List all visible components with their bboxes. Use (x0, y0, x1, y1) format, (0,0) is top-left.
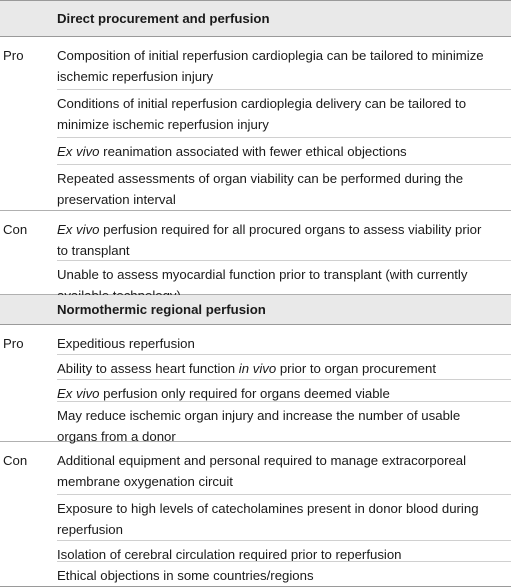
list-item: Ex vivo reanimation associated with fewer ethical objections (57, 141, 507, 162)
list-item: Ex vivo perfusion required for all procured organs to assess viability prior to transplant (57, 222, 482, 258)
list-item: Ability to assess heart function in vivo prior to organ procurement (57, 358, 507, 379)
group-pro-normothermic (0, 325, 511, 442)
list-item: May reduce ischemic organ injury and increase the number of usable organs from a donor (57, 405, 507, 447)
list-item: Repeated assessments of organ viability can be performed during the preservation interval (57, 168, 507, 210)
list-item: Expeditious reperfusion (57, 336, 195, 351)
list-item: Ex vivo perfusion only required for organs deemed viable (57, 383, 507, 404)
list-item: Composition of initial reperfusion cardioplegia can be tailored to minimize ischemic reperfusion injury (57, 48, 484, 84)
list-item: Conditions of initial reperfusion cardioplegia delivery can be tailored to minimize ischemic reperfusion injury (57, 93, 507, 135)
section-header-normothermic (0, 295, 511, 325)
list-item: Additional equipment and personal required to manage extracorporeal membrane oxygenation circuit (57, 453, 467, 489)
group-label: Con (3, 453, 28, 468)
group-label: Pro (3, 48, 24, 63)
list-item: Isolation of cerebral circulation required prior to reperfusion (57, 544, 507, 565)
group-con-direct (0, 211, 511, 295)
section-header-direct-procurement (0, 0, 511, 37)
group-label: Con (3, 222, 28, 237)
section-heading: Direct procurement and perfusion (57, 11, 270, 26)
group-pro-direct (0, 37, 511, 211)
group-label: Pro (3, 336, 24, 351)
group-con-normothermic (0, 442, 511, 587)
section-heading: Normothermic regional perfusion (57, 302, 266, 317)
list-item: Exposure to high levels of catecholamines present in donor blood during reperfusion (57, 498, 507, 540)
list-item: Unable to assess myocardial function prior to transplant (with currently (57, 264, 507, 306)
list-item: Ethical objections in some countries/regions (57, 565, 507, 586)
